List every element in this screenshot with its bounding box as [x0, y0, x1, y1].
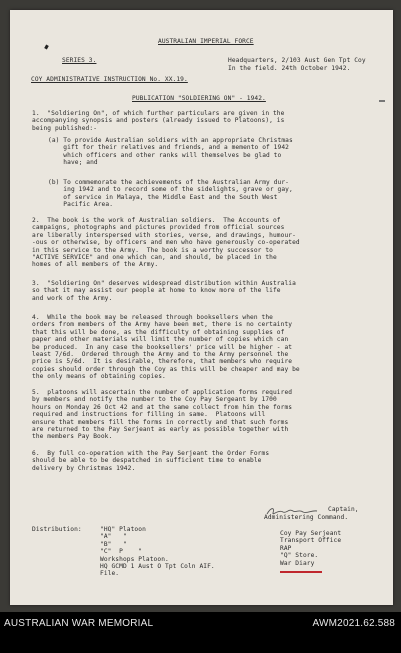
distribution-list-right: Coy Pay Serjeant Transport Office RAP "Q" Store. War Diary	[280, 530, 342, 567]
paragraph-6: 6. By full co-operation with the Pay Serjeant the Order Forms should be able to be despatched in sufficient time to enable delivery by Christmas 1942.	[32, 450, 270, 472]
red-underline	[280, 571, 322, 573]
document-page	[10, 10, 393, 605]
signature-rank: Captain,	[328, 506, 359, 513]
publication-heading: PUBLICATION "SOLDIERING ON" - 1942.	[132, 95, 266, 102]
document-title: AUSTRALIAN IMPERIAL FORCE	[158, 38, 254, 45]
series-label: SERIES 3.	[62, 57, 97, 64]
paper-mark	[379, 100, 385, 102]
distribution-list-left: "HQ" Platoon "A" " "B" " "C" P " Workshops Platoon. HQ GCMD 1 Aust O Tpt Coln AIF. File.	[100, 526, 215, 578]
paragraph-1: 1. "Soldiering On", of which further particulars are given in the accompanying synopsis and posters (already issued to Platoons), is being published:-	[32, 110, 285, 132]
ink-mark	[44, 45, 49, 50]
footer-bar	[0, 612, 401, 653]
paragraph-4: 4. While the book may be released through booksellers when the orders from members of the Army have been met, there is no certainty that this will be done, as the difficulty of obtaining supplies of paper and other materials will limit the number of copies which can be produced. In any case the booksellers' price will be higher - at least 7/6d. Ordered through the Army and to the Army personnel the price is 5/6d. It is desirable, therefore, that members who require copies should order through the Coy as this will be cheaper and may be the only means of obtaining copies.	[32, 314, 300, 381]
paragraph-5: 5. platoons will ascertain the number of application forms required by members and notify the number to the Coy Pay Sergeant by 1700 hours on Monday 26 Oct 42 and at the same collect from him the forms required and instructions for filling in same. Platoons will ensure that members fill the forms in correctly and that such forms are returned to the Pay Serjeant as early as possible together with the members Pay Book.	[32, 389, 293, 441]
distribution-label: Distribution:	[32, 526, 82, 533]
paragraph-2: 2. The book is the work of Australian soldiers. The Accounts of campaigns, photographs and pictures provided from official sources are liberally interspersed with stories, verse, and drawings, humour- -ous or otherwise, by officers and men who have generously co-operated in this service to the Army. The book is a worthy successor to "ACTIVE SERVICE" and one which can, and should, be placed in the homes of all members of the Army.	[32, 217, 300, 269]
footer-source: AUSTRALIAN WAR MEMORIAL	[4, 618, 154, 629]
footer-accession: AWM2021.62.588	[312, 618, 395, 629]
paragraph-3: 3. "Soldiering On" deserves widespread distribution within Australia so that it may assist our people at home to know more of the life and work of the Army.	[32, 280, 296, 302]
paragraph-1b: (b) To commemorate the achievements of the Australian Army dur- ing 1942 and to record some of the sidelights, grave or gay, of service in Malaya, the Middle East and the South West Pacific Area.	[48, 179, 293, 209]
paragraph-1a: (a) To provide Australian soldiers with an appropriate Christmas gift for their relatives and friends, and a memento of 1942 which officers and other ranks will themselves be glad to have; and	[48, 137, 293, 167]
hq-line: Headquarters, 2/103 Aust Gen Tpt Coy	[228, 57, 366, 64]
date-line: In the field. 24th October 1942.	[228, 65, 351, 72]
signature-role: Administering Command.	[264, 514, 349, 521]
instruction-heading: COY ADMINISTRATIVE INSTRUCTION No. XX.19.	[31, 76, 188, 83]
